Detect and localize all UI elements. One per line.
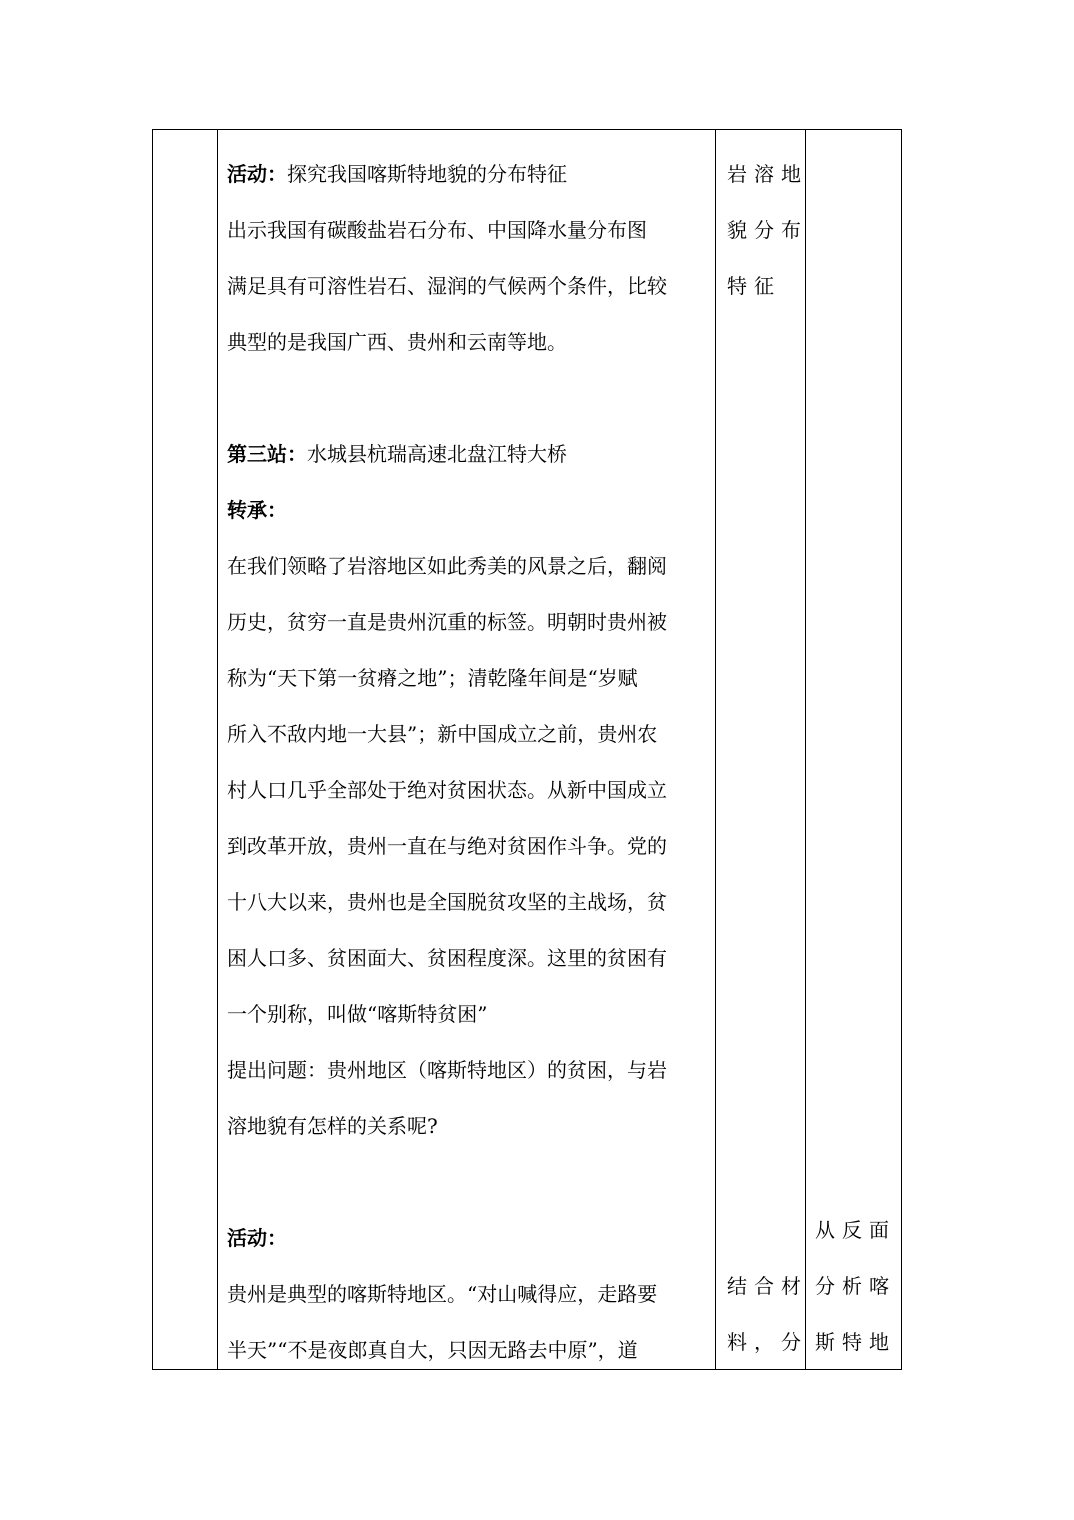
text-line: [227, 426, 707, 482]
line-text: 称为“天下第一贫瘠之地”；清乾隆年间是“岁赋: [227, 666, 638, 690]
design-intent-bottom: [727, 1258, 808, 1370]
heading-label: 第三站：: [227, 442, 307, 466]
line-text: 溶地貌有怎样的关系呢?: [227, 1114, 438, 1138]
text-line: [227, 818, 707, 874]
line-text: 村人口几乎全部处于绝对贫困状态。从新中国成立: [227, 778, 667, 802]
line-text: 贵州是典型的喀斯特地区。“对山喊得应，走路要: [227, 1282, 658, 1306]
text-line: [227, 482, 707, 538]
text-line: [227, 930, 707, 986]
lesson-table: [152, 129, 902, 1370]
side-text-line: 貌分布: [727, 218, 808, 242]
text-line: [227, 370, 707, 426]
side-text-line: 斯特地: [815, 1330, 896, 1354]
teaching-process-column: [227, 146, 707, 1378]
text-line: [227, 1154, 707, 1210]
text-line: [227, 1322, 707, 1378]
side-text-line: 料，分: [727, 1330, 808, 1354]
text-line: [227, 314, 707, 370]
line-text: 出示我国有碳酸盐岩石分布、中国降水量分布图: [227, 218, 647, 242]
line-text: 所入不敌内地一大县”；新中国成立之前，贵州农: [227, 722, 658, 746]
text-line: [227, 874, 707, 930]
heading-label: 活动：: [227, 1226, 287, 1250]
design-intent-top: [727, 146, 808, 314]
text-line: [227, 986, 707, 1042]
text-line: [227, 146, 707, 202]
side-text-line: 结合材: [727, 1274, 808, 1298]
heading-label: 活动：: [227, 162, 287, 186]
line-text: 提出问题：贵州地区（喀斯特地区）的贫困，与岩: [227, 1058, 667, 1082]
side-text-line: 从反面: [815, 1218, 896, 1242]
line-text: 到改革开放，贵州一直在与绝对贫困作斗争。党的: [227, 834, 667, 858]
text-line: [227, 650, 707, 706]
text-line: [227, 202, 707, 258]
text-line: [227, 538, 707, 594]
text-line: [227, 1042, 707, 1098]
side-text-line: 特征: [727, 274, 781, 298]
line-text: 困人口多、贫困面大、贫困程度深。这里的贫困有: [227, 946, 667, 970]
line-text: 满足具有可溶性岩石、湿润的气候两个条件，比较: [227, 274, 667, 298]
text-line: [227, 594, 707, 650]
text-line: [227, 258, 707, 314]
line-text: 历史，贫穷一直是贵州沉重的标签。明朝时贵州被: [227, 610, 667, 634]
column-divider-2: [715, 130, 716, 1369]
line-text: 探究我国喀斯特地貌的分布特征: [287, 162, 567, 186]
text-line: [227, 1266, 707, 1322]
text-line: [227, 706, 707, 762]
column-divider-3: [805, 130, 806, 1369]
line-text: 在我们领略了岩溶地区如此秀美的风景之后，翻阅: [227, 554, 667, 578]
line-text: 典型的是我国广西、贵州和云南等地。: [227, 330, 567, 354]
notes-column-bottom: [815, 1202, 896, 1370]
side-text-line: 分析喀: [815, 1274, 896, 1298]
text-line: [227, 762, 707, 818]
side-text-line: 岩溶地: [727, 162, 808, 186]
line-text: 半天”“不是夜郎真自大，只因无路去中原”，道: [227, 1338, 638, 1362]
heading-label: 转承：: [227, 498, 287, 522]
line-text: 水城县杭瑞高速北盘江特大桥: [307, 442, 567, 466]
text-line: [227, 1210, 707, 1266]
line-text: 十八大以来，贵州也是全国脱贫攻坚的主战场，贫: [227, 890, 667, 914]
line-text: 一个别称，叫做“喀斯特贫困”: [227, 1002, 488, 1026]
text-line: [227, 1098, 707, 1154]
column-divider-1: [217, 130, 218, 1369]
